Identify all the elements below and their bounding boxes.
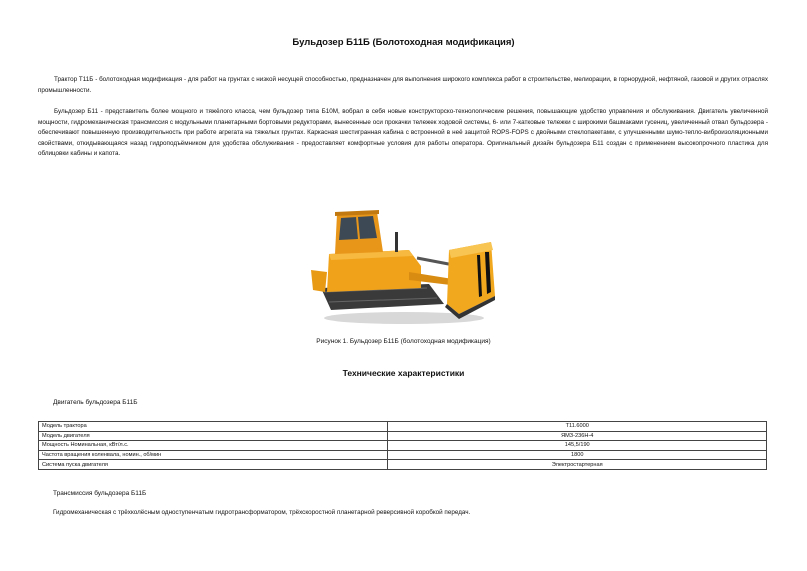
description-paragraph: Бульдозер Б11 - представитель более мощного и тяжёлого класса, чем бульдозер типа Б10М, вобрал в себя новые конструкторско-технологические решения, повышающие удобство управления и обслуживания. Двигатель увеличенной мощности, гидромеханическая трансмиссия с модульными планетарными бортовыми редукторами, вынесенные оси прокачки тележек ходовой системы, 6- или 7-катковые тележки с широкими башмаками гусениц, увеличенный отвал бульдозера - обеспечивают повышенную производительность при работе агрегата на тяжелых грунтах. Каркасная шестигранная кабина с встроенной в неё защитой ROPS-FOPS с двойными стеклопакетами, с улучшенными шумо-тепло-виброизоляционными свойствами, откидывающаяся назад гидроподъёмником для удобства обслуживания - предоставляет комфортные условия для работы оператора. Оригинальный дизайн бульдозера Б11 создан с применением высокопрочного пластика для облицовки кабины и капота.: [38, 108, 768, 157]
spec-param: Система пуска двигателя: [39, 460, 388, 470]
engine-section-label: Двигатель бульдозера Б11Б: [53, 399, 138, 406]
transmission-section-label: Трансмиссия бульдозера Б11Б: [53, 490, 147, 497]
spec-param: Модель двигателя: [39, 431, 388, 441]
transmission-text: Гидромеханическая с трёхколёсным одноступенчатым гидротрансформатором, трёхскоростной планетарной реверсивной коробкой передач.: [53, 509, 471, 516]
page-title: Бульдозер Б11Б (Болотоходная модификация): [292, 37, 515, 48]
figure-caption: Рисунок 1. Бульдозер Б11Б (болотоходная модификация): [316, 338, 491, 345]
table-row: [39, 422, 767, 432]
table-row: [39, 431, 767, 441]
spec-param: Частота вращения коленвала, номин., об/мин: [39, 450, 388, 460]
spec-value: ЯМЗ-236Н-4: [388, 431, 767, 441]
spec-value: Т11.6000: [388, 422, 767, 432]
spec-value: 1800: [388, 450, 767, 460]
bulldozer-photo: [309, 192, 499, 330]
spec-param: Мощность Номинальная, кВт/л.с.: [39, 441, 388, 451]
intro-paragraph: Трактор Т11Б - болотоходная модификация - для работ на грунтах с низкой несущей способностью, предназначен для выполнения широкого комплекса работ в строительстве, мелиорации, в горнорудной, нефтяной, газовой и других отраслях промышленности.: [38, 76, 768, 94]
table-row: [39, 460, 767, 470]
spec-value: 145,5/190: [388, 441, 767, 451]
specs-heading: Технические характеристики: [342, 368, 465, 378]
table-row: [39, 441, 767, 451]
engine-spec-table: [38, 421, 767, 470]
spec-value: Электростартерная: [388, 460, 767, 470]
spec-param: Модель трактора: [39, 422, 388, 432]
table-row: [39, 450, 767, 460]
